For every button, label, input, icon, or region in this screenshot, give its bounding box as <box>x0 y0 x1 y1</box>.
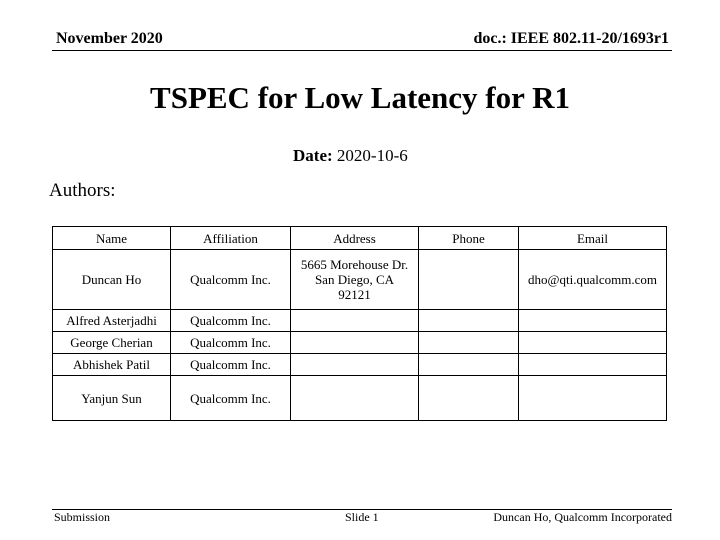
author-affiliation: Qualcomm Inc. <box>171 354 291 376</box>
table-row <box>53 310 667 332</box>
address-line-3: 92121 <box>338 287 371 302</box>
table-header-row <box>53 227 667 250</box>
author-phone <box>419 376 519 421</box>
author-email <box>519 332 667 354</box>
header-date: November 2020 <box>56 30 163 47</box>
authors-table <box>52 226 667 421</box>
author-address <box>291 250 419 310</box>
date-line <box>293 146 408 166</box>
authors-label: Authors: <box>49 180 116 201</box>
column-header-email: Email <box>519 227 667 250</box>
author-address <box>291 354 419 376</box>
address-line-2: San Diego, CA <box>314 272 395 287</box>
table-row <box>53 250 667 310</box>
author-email <box>519 376 667 421</box>
slide-title: TSPEC for Low Latency for R1 <box>150 80 570 115</box>
author-affiliation: Qualcomm Inc. <box>171 332 291 354</box>
footer-submission: Submission <box>54 510 111 524</box>
author-email <box>519 310 667 332</box>
author-address <box>291 332 419 354</box>
author-phone <box>419 332 519 354</box>
author-affiliation: Qualcomm Inc. <box>171 376 291 421</box>
date-value: 2020-10-6 <box>336 146 408 165</box>
table-row <box>53 354 667 376</box>
author-phone <box>419 354 519 376</box>
author-email: dho@qti.qualcomm.com <box>519 250 667 310</box>
author-name: Abhishek Patil <box>53 354 171 376</box>
address-line-1: 5665 Morehouse Dr. <box>300 257 409 272</box>
author-address <box>291 310 419 332</box>
column-header-name: Name <box>53 227 171 250</box>
column-header-affiliation: Affiliation <box>171 227 291 250</box>
table-row <box>53 376 667 421</box>
author-affiliation: Qualcomm Inc. <box>171 250 291 310</box>
footer-slide-number: Slide 1 <box>345 510 379 524</box>
author-name: Alfred Asterjadhi <box>53 310 171 332</box>
author-phone <box>419 310 519 332</box>
author-email <box>519 354 667 376</box>
column-header-phone: Phone <box>419 227 519 250</box>
author-affiliation: Qualcomm Inc. <box>171 310 291 332</box>
author-name: George Cherian <box>53 332 171 354</box>
header-divider <box>52 50 672 51</box>
table-row <box>53 332 667 354</box>
header-doc-id: doc.: IEEE 802.11-20/1693r1 <box>473 30 669 47</box>
author-name: Duncan Ho <box>53 250 171 310</box>
author-phone <box>419 250 519 310</box>
footer-author: Duncan Ho, Qualcomm Incorporated <box>493 510 672 524</box>
date-label: Date: <box>293 146 333 165</box>
author-address <box>291 376 419 421</box>
column-header-address: Address <box>291 227 419 250</box>
author-name: Yanjun Sun <box>53 376 171 421</box>
